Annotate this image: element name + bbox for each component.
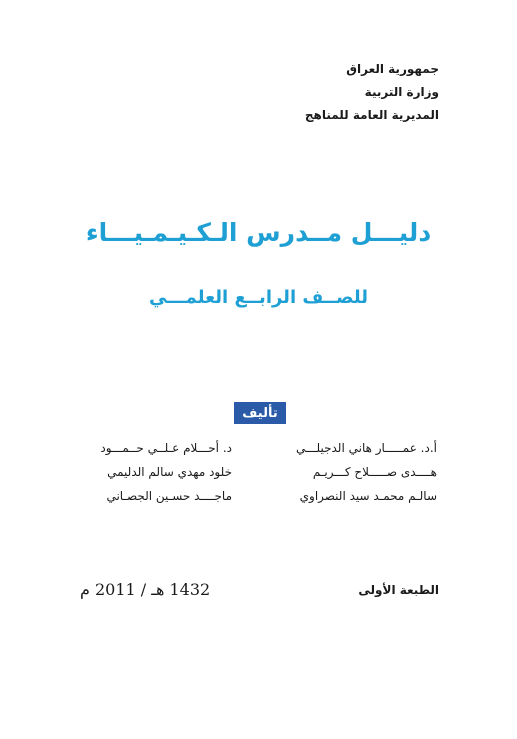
authors-left-column <box>100 436 232 508</box>
author-name: ماجــــد حسـين الجصـاني <box>106 489 232 503</box>
authors-right-column <box>296 436 437 508</box>
authors-label-badge: تأليف <box>234 402 286 424</box>
header-line-country: جمهورية العراق <box>346 62 439 76</box>
edition-row <box>80 580 439 599</box>
edition-label: الطبعة الأولى <box>358 582 439 597</box>
book-subtitle: للصــف الرابــع العلمـــي <box>149 287 368 308</box>
author-name: سالـم محمـد سيد النصراوي <box>299 489 437 503</box>
author-name: د. أحـــلام عـلــي حــمـــود <box>100 441 232 455</box>
header-line-ministry: وزارة التربية <box>364 85 439 99</box>
author-name: أ.د. عمـــــار هاني الدجيلـــي <box>295 441 437 455</box>
author-name: هــــدى صـــــلاح كـــريـم <box>312 465 437 479</box>
header-line-directorate: المديرية العامة للمناهج <box>304 108 439 122</box>
book-title: دليـــل مــدرس الـكـيـمـيـــاء <box>85 218 432 247</box>
publication-year: 1432 هـ / 2011 م <box>80 580 211 599</box>
author-name: خلود مهدي سالم الدليمي <box>107 465 232 479</box>
ministry-header <box>305 58 439 127</box>
